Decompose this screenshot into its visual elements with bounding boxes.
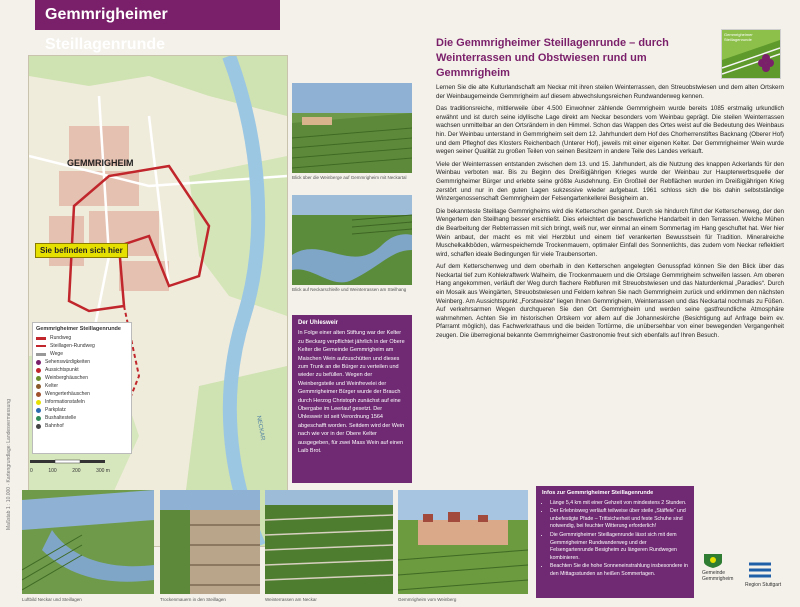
photo-caption: Trockenmauern in den Steillagen bbox=[160, 597, 226, 602]
region-logo bbox=[745, 560, 795, 588]
photo-caption: Blick auf Neckarschleife und Weinterrassen am Steilhang bbox=[292, 287, 407, 292]
route-logo bbox=[721, 29, 781, 79]
article-heading: Die Gemmrigheimer Steillagenrunde – durch Weinterrassen und Obstwiesen rund um Gemmrigheim bbox=[436, 37, 669, 79]
infobox-title: Der Uhlesweir bbox=[298, 320, 339, 326]
article-paragraph: Die bekannteste Steillage Gemmrigheims wird die Ketterschen genannt. Durch sie hindurch führt der Ketterschenweg, der den Wengertern den Steilhang besser erschließt. Dies erleichtert die beschwerliche Handarbeit in den Terrassen. Welche Mühen die Bearbeitung der Rebterrassen mit sich bringt, weiß nur, wer einmal an einem Sommertag im Hang geschuftet hat. Wer hier Wein anbaut, der macht es mit viel Herzblut und einem tief verankerten Bewusstsein für Tradition. Mineralreiche Muschelkalkböden, wärmespeichernde Trockenmauern, optimaler Einfall des Sonnenlichts, das zudem vom Neckar reflektiert wird, schaffen ideale Bedingungen für viele Traubensorten. bbox=[436, 207, 784, 258]
region-icon bbox=[745, 560, 775, 580]
article-paragraph: Auf dem Ketterschenweg und dem oberhalb in den Ketterschen angelegten Genusspfad können Sie den Blick über das Neckartal tief zum Kohlekraftwerk Walheim, die Trockenmauern und die Ortslage Gemmrigheim schweifen lassen. Am oberen Hang angekommen, verläuft der Weg durch flachere Rebfluren mit Streuobstwiesen und das Naturdenkmal „Paradies“. Durch ein Mosaik aus Weingärten, Streuobstwiesen und Feldern kehren Sie nach Gemmrigheim zurück und erklimmen den nächsten Weinberg. Am Aussichtspunkt „Forstweiste“ liegen Ihnen Gemmrigheim, Weinterrassen und das Neckartal nochmals zu Füßen. Auf verkehrsarmen Wegen durchqueren Sie den Ort Gemmrigheim und werden seine gastfreundliche Atmosphäre wahrnehmen. Achten Sie im historischen Ortskern vor allem auf die Johanneskirche (Besichtigung auf Anfrage beim ev. Pfarramt möglich), das Fachwerkrathaus und die beiden Tortürme, die unübersehbar von einer bewegenden Vergangenheit zeugen. Die überregional bekannte Gemmrigheimer Gastronomie freut sich ebenfalls auf Ihren Besuch. bbox=[436, 263, 784, 340]
photo-neckar-loop bbox=[292, 195, 412, 285]
photo-graphic bbox=[398, 490, 528, 594]
tipbox-item: • Die Gemmrigheimer Steillagenrunde lässt sich mit dem Gemmrigheimer Rundwanderweg und der Felsengartenrunde Besigheim zu längeren Rundwegen kombinieren. bbox=[550, 532, 688, 562]
river-label: NECKAR bbox=[255, 415, 266, 441]
infobox-text: In Folge einer alten Stiftung war der Kelter zu Beckarg verpflichtet jährlich in der Obere Kelter die Gemeinde Gemmrigheim am Maischen Wein aufzuschütten und dieses zum Trunk an die Bürger zu verteilen und wieder zu befüllen. Wegen der Weinbergsteile und Weinfrevelei der Gemmrigheimer Bürger wurde der Brauch durch Herzog Christoph zunächst auf eine Übergabe im Leerlauf gesetzt. Der Uhlesweir ist seit Verordnung 1564 abgeschafft worden. Seitdem wird der Wein nach wie vor in der Obere Kelter ausgegeben, für zwei Mass Wein auf einen Laib Brot. bbox=[298, 330, 405, 455]
you-are-here-marker: Sie befinden sich hier bbox=[35, 243, 128, 258]
photo-caption: Luftbild Neckar und Steillagen bbox=[22, 597, 82, 602]
legend-item: Kelter bbox=[36, 382, 128, 390]
legend-item: Weinberghäuschen bbox=[36, 374, 128, 382]
scale-bar-graphic bbox=[30, 458, 130, 466]
tipbox-title: Infos zur Gemmrigheimer Steillagenrunde bbox=[542, 490, 654, 496]
map-legend bbox=[32, 322, 132, 454]
legend-item: Wengerterhäuschen bbox=[36, 390, 128, 398]
scale-label: 100 bbox=[48, 468, 57, 474]
scale-label: 0 bbox=[30, 468, 33, 474]
scale-label: 300 m bbox=[96, 468, 110, 474]
map-credit: Maßstab 1 : 10.000 · Kartengrundlage: Landesvermessung bbox=[6, 399, 12, 530]
legend-item: Informationstafeln bbox=[36, 398, 128, 406]
crest-icon bbox=[702, 552, 724, 568]
legend-item: Bahnhof bbox=[36, 422, 128, 430]
route-info-box bbox=[536, 486, 694, 598]
photo-dry-walls bbox=[160, 490, 260, 594]
scale-label: 200 bbox=[72, 468, 81, 474]
photo-terraces bbox=[265, 490, 393, 594]
legend-item: Aussichtspunkt bbox=[36, 366, 128, 374]
uhlesweir-infobox bbox=[292, 315, 412, 483]
panel-title: Gemmrigheimer Steillagenrunde bbox=[35, 0, 280, 30]
photo-vineyard-town bbox=[292, 83, 412, 173]
tipbox-item: • Länge 5,4 km mit einer Gehzeit von mindestens 2 Stunden. bbox=[550, 500, 688, 508]
article-body bbox=[436, 84, 784, 345]
tipbox-item: • Beachten Sie die hohe Sonneneinstrahlung insbesondere in den Mittagsstunden an heißen Sommertagen. bbox=[550, 563, 688, 578]
legend-title: Gemmrigheimer Steillagenrunde bbox=[36, 326, 121, 332]
photo-graphic bbox=[292, 83, 412, 173]
legend-item: Steillagen-Rundweg bbox=[36, 342, 128, 350]
legend-item: Rundweg bbox=[36, 334, 128, 342]
photo-aerial-neckar bbox=[22, 490, 154, 594]
legend-item: Sehenswürdigkeiten bbox=[36, 358, 128, 366]
legend-item: Wege bbox=[36, 350, 128, 358]
article-paragraph: Das traditionsreiche, mittlerweile über 4.500 Einwohner zählende Gemmrigheim wurde bereits 1085 erstmalig urkundlich erwähnt und ist durch seine idyllische Lage direkt am Neckar besonders vom Weinbau geprägt. Die steilen Weinterrassen wachsen unmittelbar an den Ortsrändern in den Himmel. Schon das Wappen des Ortes weist auf die Bedeutung des Weinbaus hin. Der Weinbau unterstand in Gemmrigheim seit dem 12. Jahrhundert dem Hof des Chorherrenstiftes Backnang (Oberer Hof) und dem Pfleghof des Klosters Reichenbach (Unterer Hof), jeweils mit einer eigenen Kelter. Der Gemmrigheimer Wein wurde wegen seiner Qualität zu großen Teilen von seinen Besitzern in andere Teile des Landes verkauft. bbox=[436, 105, 784, 156]
photo-caption: Weinterrassen am Neckar bbox=[265, 597, 317, 602]
logo-text: Gemmrigheimer Steillagenrunde bbox=[724, 32, 753, 42]
photo-caption: Blick über die Weinberge auf Gemmrigheim mit Neckartal bbox=[292, 175, 407, 180]
photo-graphic bbox=[292, 195, 412, 285]
article-paragraph: Viele der Weinterrassen entstanden zwischen dem 13. und 15. Jahrhundert, als die Nutzung des knappen Ackerlands für den Weinbau verboten war. Bis zu Beginn des Dreißigjährigen Krieges wurde der Weinbau zur Haupterwerbsquelle der Gemmrigheimer Bürger und erlebte seine größte Ausdehnung. Ein Großteil der Rebflächen wurden im Dreißigjährigen Krieg zerstört und nur in den guten Lagen sukzessive wieder aufgebaut. 1961 schloss sich die bis dahin selbstständige Winzergenossenschaft Gemmrigheim der Felsengartenkellerei Besigheim an. bbox=[436, 160, 784, 203]
photo-graphic bbox=[265, 490, 393, 594]
gemmrigheim-logo bbox=[702, 552, 742, 582]
photo-caption: Gemmrigheim vom Weinberg bbox=[398, 597, 457, 602]
photo-graphic bbox=[160, 490, 260, 594]
tipbox-item: • Der Erlebnisweg verläuft teilweise über steile „Stäffele“ und unbefestigte Pfade – Trittsicherheit und feste Schuhe sind notwendig, bei feuchter Witterung erforderlich! bbox=[550, 508, 688, 531]
photo-graphic bbox=[22, 490, 154, 594]
photo-town-from-vineyard bbox=[398, 490, 528, 594]
town-label: GEMMRIGHEIM bbox=[67, 158, 134, 168]
logo-label: Region Stuttgart bbox=[745, 582, 782, 588]
logo-label: Gemeinde Gemmrigheim bbox=[702, 570, 734, 582]
legend-item: Parkplatz bbox=[36, 406, 128, 414]
article-paragraph: Lernen Sie die alte Kulturlandschaft am Neckar mit ihren steilen Weinterrassen, den Streuobstwiesen und dem alten Ortskern der Weinbaugemeinde Gemmrigheim auf diesem abwechslungsreichen Rundwanderweg kennen. bbox=[436, 84, 784, 100]
legend-item: Bushaltestelle bbox=[36, 414, 128, 422]
map-scale-bar bbox=[30, 458, 130, 478]
